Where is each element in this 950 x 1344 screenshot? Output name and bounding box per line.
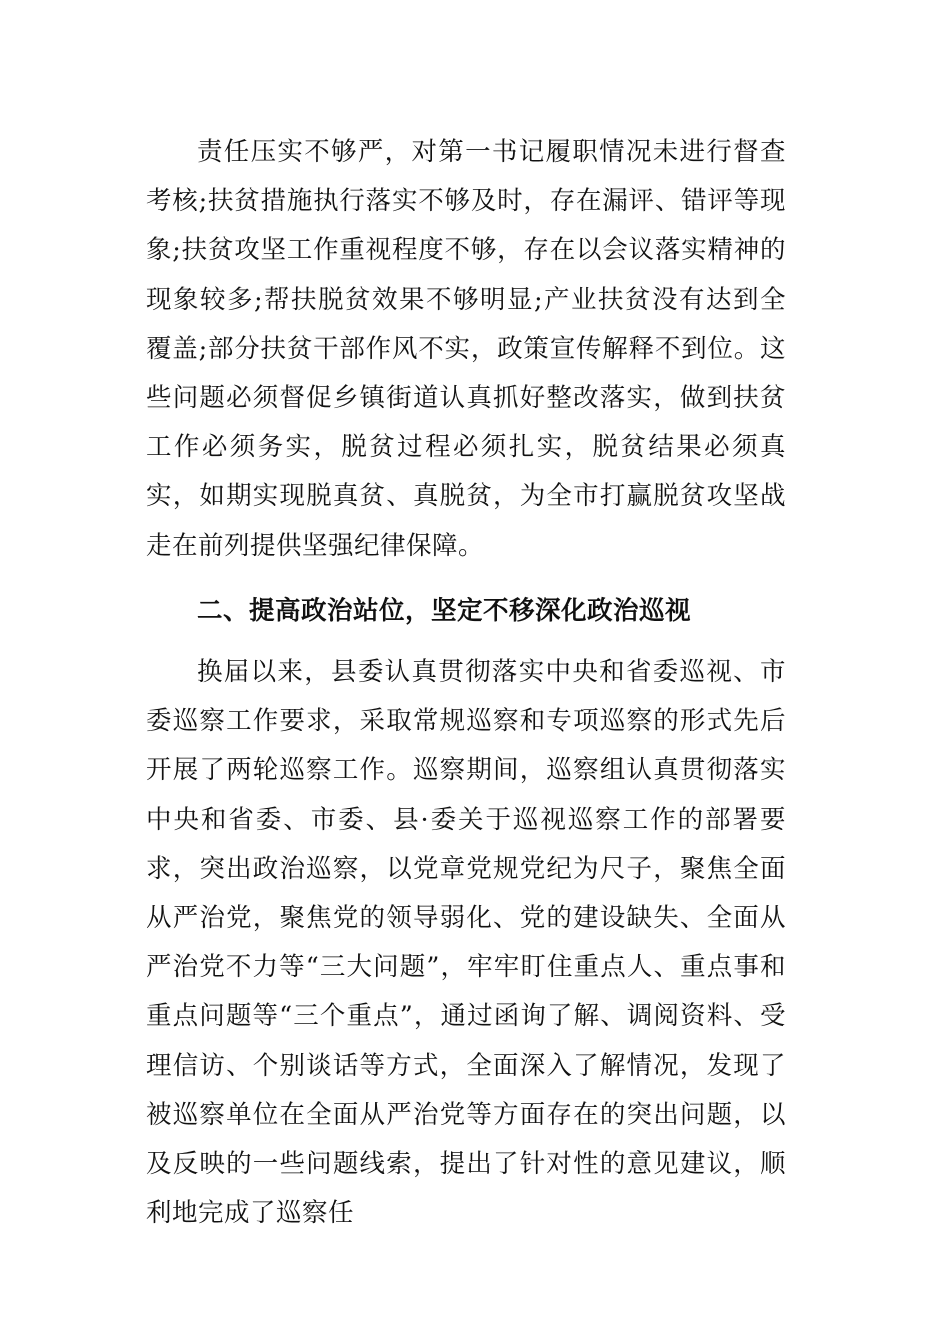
- section-heading-2: 二、提高政治站位，坚定不移深化政治巡视: [197, 596, 692, 626]
- body-paragraph-1: 责任压实不够严，对第一书记履职情况未进行督查考核;扶贫措施执行落实不够及时，存在漏评、错评等现象;扶贫攻坚工作重视程度不够，存在以会议落实精神的现象较多;帮扶脱贫效果不够明显;产业扶贫没有达到全覆盖;部分扶贫干部作风不实，政策宣传解释不到位。这些问题必须督促乡镇街道认真抓好整改落实，做到扶贫工作必须务实，脱贫过程必须扎实，脱贫结果必须真实，如期实现脱真贫、真脱贫，为全市打赢脱贫攻坚战走在前列提供坚强纪律保障。: [146, 137, 786, 561]
- body-paragraph-2: 换届以来，县委认真贯彻落实中央和省委巡视、市委巡察工作要求，采取常规巡察和专项巡察的形式先后开展了两轮巡察工作。巡察期间，巡察组认真贯彻落实中央和省委、市委、县·委关于巡视巡察工作的部署要求，突出政治巡察，以党章党规党纪为尺子，聚焦全面从严治党，聚焦党的领导弱化、党的建设缺失、全面从严治党不力等“三大问题”，牢牢盯住重点人、重点事和重点问题等“三个重点”，通过函询了解、调阅资料、受理信访、个别谈话等方式，全面深入了解情况，发现了被巡察单位在全面从严治党等方面存在的突出问题，以及反映的一些问题线索，提出了针对性的意见建议，顺利地完成了巡察任: [146, 657, 786, 1229]
